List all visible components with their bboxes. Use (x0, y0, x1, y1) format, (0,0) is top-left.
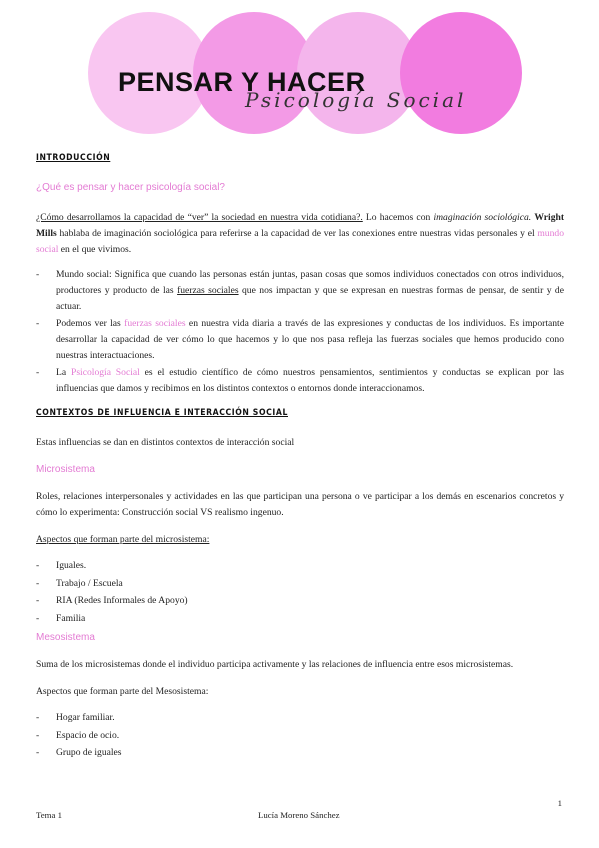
microsistema-title: Microsistema (36, 464, 95, 475)
intro-italic: imaginación sociológica. (433, 212, 532, 223)
page-number: 1 (557, 798, 562, 808)
list-item (36, 365, 564, 397)
intro-question: ¿Qué es pensar y hacer psicología social? (36, 182, 225, 193)
page-title: PENSAR Y HACER (118, 67, 366, 97)
page-subtitle-script: Psicología Social (245, 88, 467, 112)
document-body (36, 148, 564, 762)
bullet-text: que nos impactan y que se expresan en nuestras formas de pensar, de sentir y de actuar. (56, 285, 564, 312)
header-banner (0, 0, 599, 145)
section-heading-contexts: CONTEXTOS DE INFLUENCIA E INTERACCIÓN SOCIAL (36, 408, 288, 418)
microsistema-list (36, 557, 564, 627)
intro-text-c: en el que vivimos. (58, 244, 132, 255)
list-item (36, 316, 564, 364)
mesosistema-text: Suma de los microsistemas donde el individuo participa activamente y las relaciones de influencia entre esos microsistemas. (36, 659, 514, 670)
list-item: - RIA (Redes Informales de Apoyo) (36, 592, 564, 610)
intro-bullet-list (36, 267, 564, 397)
bullet-text: en nuestra vida diaria a través de las expresiones y conductas de los individuos. Es importante desarrollar la capacidad de ver cómo lo que hacemos y lo que nos pasa refleja las fuerzas sociales que hemos producido cono nuestras interactuaciones. (56, 318, 564, 361)
bullet-pink-term: fuerzas sociales (124, 318, 186, 329)
bullet-pink-term: Psicología Social (70, 367, 140, 378)
intro-pink-term: mundo social (36, 228, 564, 255)
bullet-text: Mundo social: Significa que cuando las personas están juntas, pasan cosas que somos individuos conectados con otros individuos, productores y producto de las (56, 269, 564, 296)
intro-text-b: hablaba de imaginación sociológica para referirse a la capacidad de ver las conexiones entre nuestras vidas personales y el (56, 228, 538, 239)
bullet-text: es el estudio científico de cómo nuestros pensamientos, sentimientos y conductas se explican por las influencias que damos y recibimos en los distintos contextos o entornos donde interaccionamos. (56, 367, 564, 394)
mesosistema-list-title: Aspectos que forman parte del Mesosistema: (36, 686, 209, 697)
footer-author: Lucía Moreno Sánchez (258, 810, 340, 820)
section-heading-intro: INTRODUCCIÓN (36, 153, 111, 163)
contexts-intro: Estas influencias se dan en distintos contextos de interacción social (36, 437, 295, 448)
intro-lead-question: ¿Cómo desarrollamos la capacidad de “ver” la sociedad en nuestra vida cotidiana?. (36, 212, 363, 223)
bullet-text: La (56, 367, 71, 378)
intro-paragraph (36, 210, 564, 258)
footer-left: Tema 1 (36, 810, 63, 820)
list-item: - Familia (36, 610, 564, 628)
list-item (36, 267, 564, 315)
list-item: - Grupo de iguales (36, 744, 564, 762)
mesosistema-title: Mesosistema (36, 632, 95, 643)
decor-circle-4 (400, 12, 522, 134)
bullet-text: Podemos ver las (56, 318, 125, 329)
intro-author: Wright Mills (36, 212, 565, 239)
microsistema-text: Roles, relaciones interpersonales y actividades en las que participan una persona o ve participar a los demás en escenarios concretos y cómo lo experimenta: Construcción social VS realismo ingenuo. (36, 491, 564, 518)
page-footer (36, 798, 564, 824)
list-item: - Trabajo / Escuela (36, 575, 564, 593)
intro-text-a: Lo hacemos con (362, 212, 434, 223)
list-item: - Iguales. (36, 557, 564, 575)
mesosistema-list (36, 709, 564, 762)
bullet-underlined: fuerzas sociales (177, 285, 239, 296)
list-item: - Hogar familiar. (36, 709, 564, 727)
microsistema-list-title: Aspectos que forman parte del microsistema: (36, 534, 210, 545)
list-item: - Espacio de ocio. (36, 727, 564, 745)
